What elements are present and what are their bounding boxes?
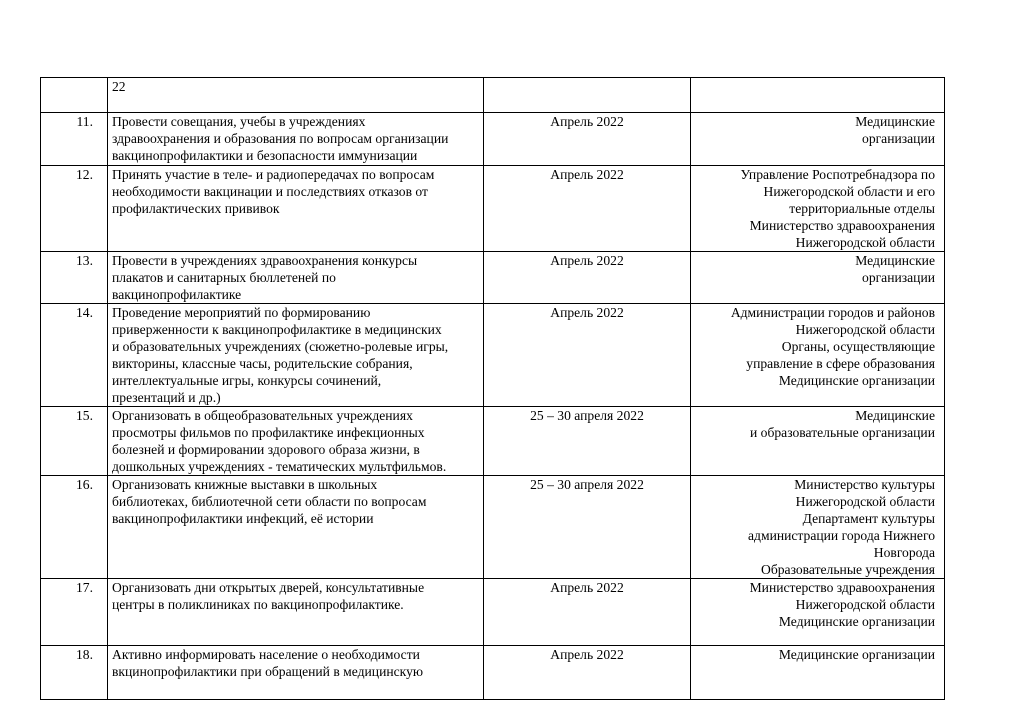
table-row — [41, 113, 945, 166]
row-number-cell: 12. — [41, 166, 108, 252]
table-row — [41, 646, 945, 700]
org-text-line: Медицинские — [855, 114, 935, 129]
activity-cell — [108, 579, 484, 646]
org-text-line: Нижегородской области — [795, 235, 935, 250]
table-row — [41, 304, 945, 407]
activity-text-line: Организовать в общеобразовательных учреждениях — [112, 408, 413, 423]
activity-text-line: здравоохранения и образования по вопросам организации — [112, 131, 449, 146]
activity-text-line: Провести в учреждениях здравоохранения конкурсы — [112, 253, 418, 268]
row-number-cell: 15. — [41, 407, 108, 476]
row-number-cell: 18. — [41, 646, 108, 700]
org-text-line: и образовательные организации — [749, 425, 935, 440]
org-text-line: Министерство культуры — [794, 477, 935, 492]
row-number-cell: 16. — [41, 476, 108, 579]
date-cell: Апрель 2022 — [484, 166, 691, 252]
activity-text-line: плакатов и санитарных бюллетеней по — [112, 270, 336, 285]
activity-text-line: вакцинопрофилактике — [112, 287, 242, 302]
org-text-line: Нижегородской области — [795, 322, 935, 337]
activity-text-line: и образовательных учреждениях (сюжетно-ролевые игры, — [112, 339, 449, 354]
activity-text-line: Активно информировать население о необходимости — [112, 647, 420, 662]
activity-text-line: профилактических прививок — [112, 201, 280, 216]
table-row — [41, 579, 945, 646]
table-row — [41, 252, 945, 304]
responsible-org-cell — [691, 252, 945, 304]
org-text-line: Нижегородской области — [795, 597, 935, 612]
activity-text-line: вакцинопрофилактики и безопасности иммунизации — [112, 148, 418, 163]
responsible-org-cell — [691, 304, 945, 407]
activity-text-line: Организовать книжные выставки в школьных — [112, 477, 378, 492]
activity-cell: 22 — [108, 78, 484, 113]
date-cell: Апрель 2022 — [484, 252, 691, 304]
table-row — [41, 78, 945, 113]
activity-cell — [108, 476, 484, 579]
responsible-org-cell — [691, 476, 945, 579]
row-number-cell — [41, 78, 108, 113]
org-text-line: Новгорода — [873, 545, 935, 560]
row-number-cell: 14. — [41, 304, 108, 407]
org-text-line: Медицинские организации — [778, 614, 935, 629]
org-text-line: территориальные отделы — [789, 201, 935, 216]
date-cell: 25 – 30 апреля 2022 — [484, 476, 691, 579]
row-number-cell: 17. — [41, 579, 108, 646]
table-body — [41, 78, 945, 700]
org-text-line: Нижегородской области и его — [763, 184, 935, 199]
activity-text-line: вкцинопрофилактики при обращений в медицинскую — [112, 664, 424, 679]
activity-cell — [108, 304, 484, 407]
activity-text-line: интеллектуальные игры, конкурсы сочинений, — [112, 373, 382, 388]
activity-cell — [108, 646, 484, 700]
responsible-org-cell — [691, 113, 945, 166]
org-text-line: управление в сфере образования — [746, 356, 935, 371]
responsible-org-cell — [691, 579, 945, 646]
table-row — [41, 407, 945, 476]
activity-text-line: Принять участие в теле- и радиопередачах по вопросам — [112, 167, 435, 182]
org-text-line: организации — [862, 270, 935, 285]
org-text-line: организации — [862, 131, 935, 146]
org-text-line: Медицинские — [855, 408, 935, 423]
org-text-line: Управление Роспотребнадзора по — [740, 167, 935, 182]
org-text-line: Министерство здравоохранения — [749, 580, 935, 595]
org-text-line: администрации города Нижнего — [748, 528, 935, 543]
responsible-org-cell — [691, 78, 945, 113]
responsible-org-cell — [691, 407, 945, 476]
activity-cell — [108, 113, 484, 166]
activity-text-line: болезней и формировании здорового образа жизни, в — [112, 442, 420, 457]
activity-text-line: просмотры фильмов по профилактике инфекционных — [112, 425, 425, 440]
org-text-line: Органы, осуществляющие — [781, 339, 935, 354]
activity-plan-table — [40, 77, 945, 700]
responsible-org-cell — [691, 166, 945, 252]
activity-cell — [108, 166, 484, 252]
activity-text-line: необходимости вакцинации и последствиях отказов от — [112, 184, 428, 199]
org-text-line: Нижегородской области — [795, 494, 935, 509]
org-text-line: Министерство здравоохранения — [749, 218, 935, 233]
activity-text-line: вакцинопрофилактики инфекций, её истории — [112, 511, 374, 526]
date-cell: 25 – 30 апреля 2022 — [484, 407, 691, 476]
activity-text-line: дошкольных учреждениях - тематических мультфильмов. — [112, 459, 447, 474]
table-row — [41, 476, 945, 579]
org-text-line: Образовательные учреждения — [761, 562, 935, 577]
org-text-line: Департамент культуры — [802, 511, 935, 526]
activity-text-line: центры в поликлиниках по вакцинопрофилактике. — [112, 597, 404, 612]
date-cell: Апрель 2022 — [484, 113, 691, 166]
activity-text-line: приверженности к вакцинопрофилактике в медицинских — [112, 322, 442, 337]
date-cell: Апрель 2022 — [484, 304, 691, 407]
row-number-cell: 11. — [41, 113, 108, 166]
org-text-line: Администрации городов и районов — [730, 305, 935, 320]
org-text-line: Медицинские организации — [778, 647, 935, 662]
date-cell — [484, 78, 691, 113]
activity-text-line: Организовать дни открытых дверей, консультативные — [112, 580, 425, 595]
org-text-line: Медицинские — [855, 253, 935, 268]
date-cell: Апрель 2022 — [484, 646, 691, 700]
activity-text-line: презентаций и др.) — [112, 390, 221, 405]
org-text-line: Медицинские организации — [778, 373, 935, 388]
activity-cell — [108, 407, 484, 476]
table-row — [41, 166, 945, 252]
row-number-cell: 13. — [41, 252, 108, 304]
responsible-org-cell — [691, 646, 945, 700]
activity-text-line: библиотеках, библиотечной сети области по вопросам — [112, 494, 427, 509]
activity-text-line: Проведение мероприятий по формированию — [112, 305, 371, 320]
activity-cell — [108, 252, 484, 304]
date-cell: Апрель 2022 — [484, 579, 691, 646]
activity-text-line: Провести совещания, учебы в учреждениях — [112, 114, 366, 129]
activity-text-line: викторины, классные часы, родительские собрания, — [112, 356, 413, 371]
